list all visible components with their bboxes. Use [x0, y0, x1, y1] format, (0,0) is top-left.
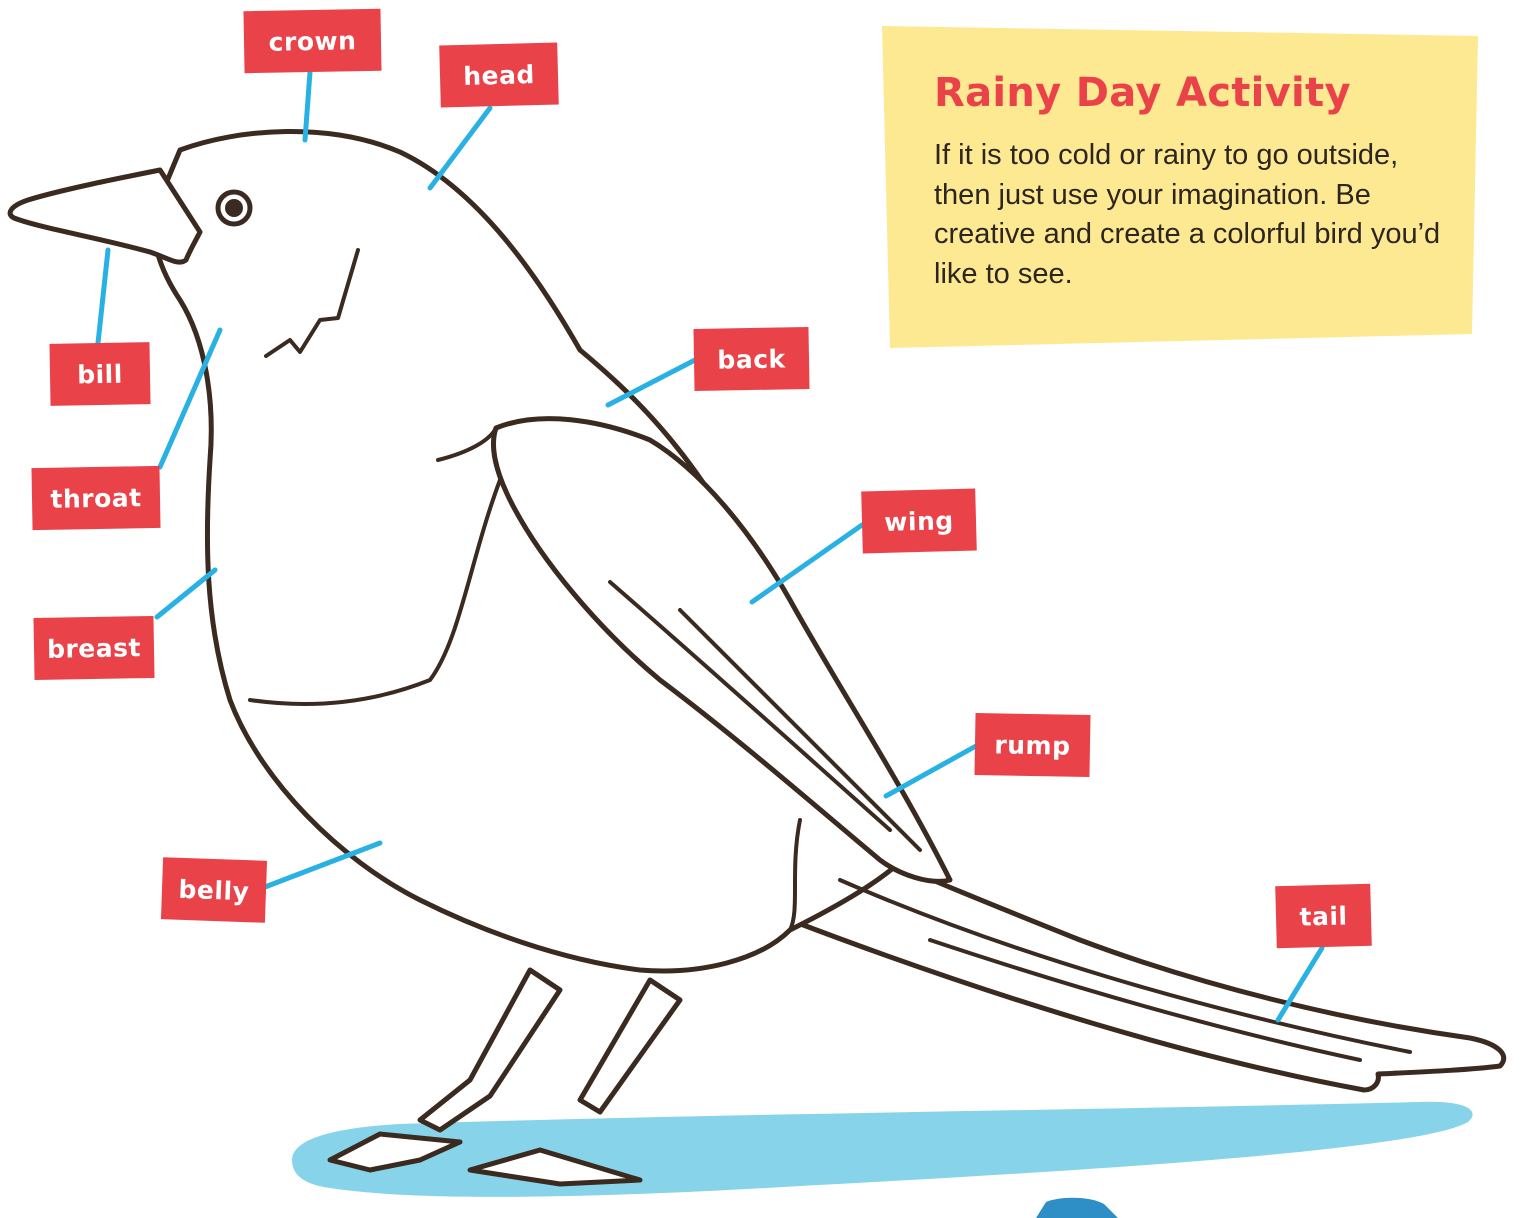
label-throat: [31, 466, 160, 530]
activity-title: Rainy Day Activity: [934, 70, 1351, 116]
body-outline: [154, 131, 920, 970]
label-tail-text: tail: [1299, 900, 1348, 932]
label-rump: [974, 713, 1090, 777]
label-belly: [161, 857, 267, 923]
label-head-text: head: [462, 59, 536, 91]
label-belly-text: belly: [178, 874, 250, 906]
label-crown: [243, 9, 381, 73]
leader-head: [430, 108, 490, 188]
label-throat-text: throat: [50, 482, 142, 514]
leader-bill: [98, 250, 108, 343]
label-back-text: back: [717, 343, 786, 375]
leader-back: [608, 360, 695, 405]
bill-outline: [10, 170, 200, 262]
label-rump-text: rump: [994, 729, 1071, 761]
label-wing-text: wing: [883, 505, 955, 537]
label-wing: [861, 489, 977, 554]
crayon-icon: [1036, 1198, 1118, 1218]
activity-card: [882, 26, 1478, 348]
label-tail: [1275, 884, 1372, 948]
label-bill: [49, 342, 150, 406]
label-crown-text: crown: [268, 25, 357, 57]
leg-right: [580, 980, 680, 1112]
leg-left: [420, 970, 560, 1130]
activity-body: If it is too cold or rainy to go outside, then just use your imagination. Be creative and create a colorful bird you’d like to see.: [934, 139, 1441, 290]
leader-rump: [886, 746, 976, 796]
pupil: [225, 199, 243, 217]
label-back: [693, 327, 809, 391]
label-breast: [33, 616, 154, 680]
label-breast-text: breast: [46, 632, 142, 664]
ground-shadow: [292, 1102, 1473, 1197]
label-head: [439, 42, 559, 107]
leader-breast: [157, 570, 215, 617]
label-bill-text: bill: [76, 359, 124, 389]
